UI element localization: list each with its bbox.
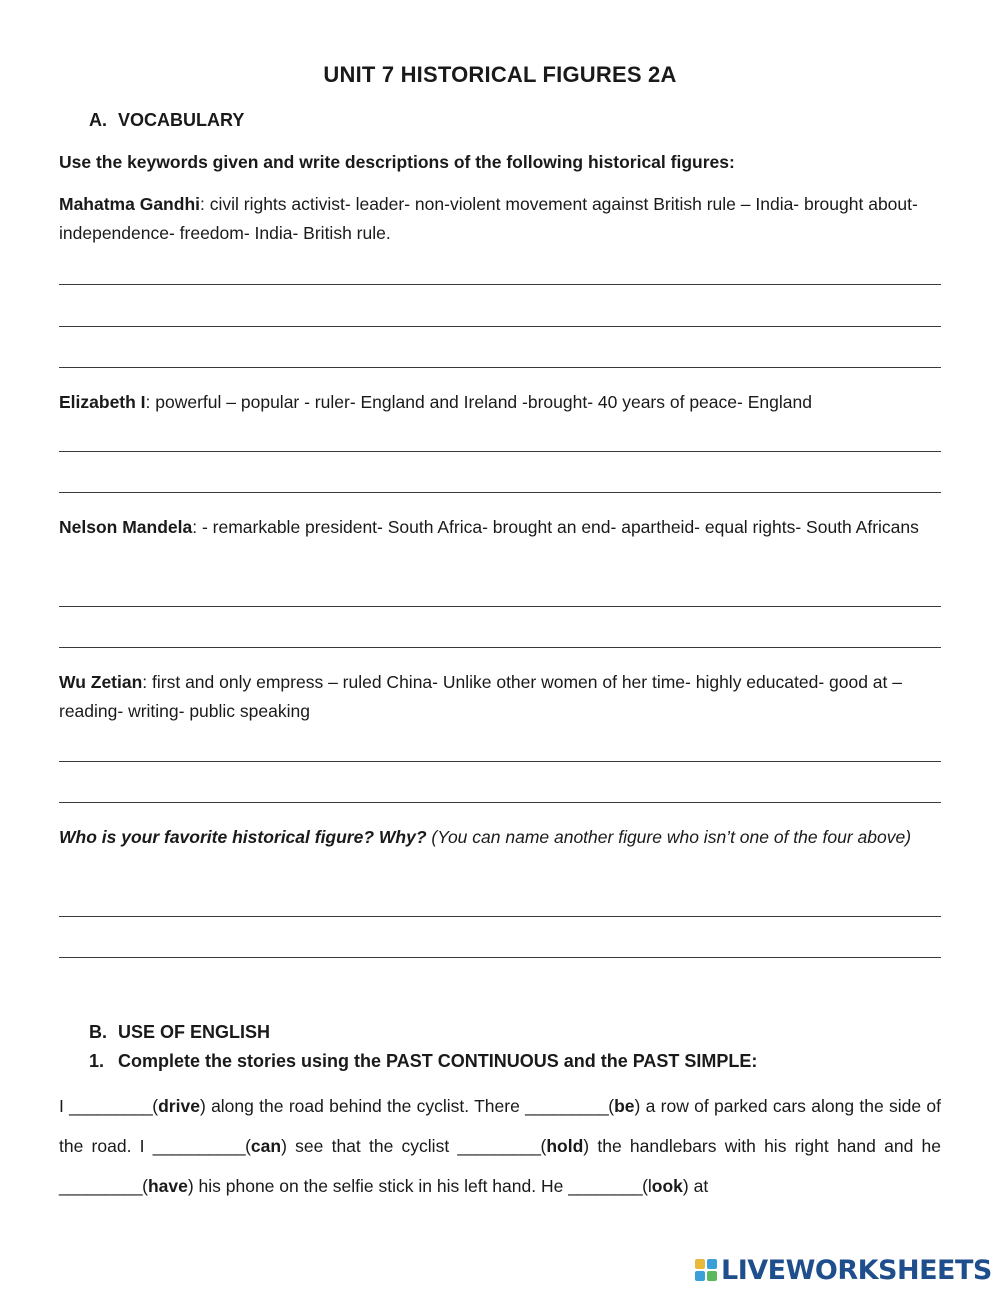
story-text: ) the handlebars with his right hand and he [583,1136,941,1156]
answer-line[interactable] [59,284,941,285]
answer-line[interactable] [59,761,941,762]
fill-in-blank[interactable]: ________ [568,1176,643,1196]
answer-line[interactable] [59,957,941,958]
story-text: (l [642,1176,652,1196]
section-b-label: USE OF ENGLISH [118,1022,271,1042]
story-text: ( [245,1136,251,1156]
story-text: I [59,1096,70,1116]
fill-in-blank[interactable]: _________ [59,1176,143,1196]
story-text: ( [540,1136,547,1156]
figure-mandela [59,513,944,542]
question-text: Who is your favorite historical figure? Why? [59,827,427,847]
story-text: ( [142,1176,148,1196]
story-text: ) at [682,1176,709,1196]
figure-name: Wu Zetian [59,672,143,692]
figure-name: Mahatma Gandhi [59,194,200,214]
fill-in-blank[interactable]: _________ [525,1096,609,1116]
answer-line[interactable] [59,606,941,607]
favorite-figure-question [59,823,944,852]
figure-wu-zetian [59,668,944,726]
logo-mark-icon [695,1259,717,1281]
verb-prompt: hold [546,1136,584,1156]
story-text: ( [608,1096,615,1116]
fill-in-blank[interactable]: __________ [152,1136,246,1156]
figure-elizabeth [59,388,944,417]
section-a-number: A. [89,110,107,130]
answer-line[interactable] [59,492,941,493]
answer-line[interactable] [59,326,941,327]
figure-gandhi [59,190,944,248]
figure-keywords: : powerful – popular - ruler- England and Ireland -brought- 40 years of peace- England [145,392,812,412]
story-text: ( [152,1096,159,1116]
story-text: ) see that the cyclist [281,1136,458,1156]
story-text: ) his phone on the selfie stick in his left hand. He [187,1176,569,1196]
liveworksheets-logo [695,1255,992,1285]
task-number: 1. [89,1051,105,1071]
figure-keywords: : - remarkable president- South Africa- brought an end- apartheid- equal rights- South Africans [192,517,919,537]
verb-prompt: ook [651,1176,683,1196]
task-label: Complete the stories using the PAST CONTINUOUS and the PAST SIMPLE: [118,1051,758,1071]
figure-keywords: : civil rights activist- leader- non-violent movement against British rule – India- brought about- independence- freedom- India- British rule. [59,194,918,243]
story-text: ) along the road behind the cyclist. There [199,1096,526,1116]
page-title: UNIT 7 HISTORICAL FIGURES 2A [323,62,677,87]
verb-prompt: can [250,1136,282,1156]
story-paragraph [59,1086,941,1206]
figure-keywords: : first and only empress – ruled China- Unlike other women of her time- highly educated- good at – reading- writing- public speaking [59,672,902,721]
task-1-instruction [89,1051,757,1072]
section-b-heading [89,1022,270,1043]
answer-line[interactable] [59,647,941,648]
section-a-label: VOCABULARY [118,110,245,130]
figure-name: Elizabeth I [59,392,146,412]
verb-prompt: have [147,1176,188,1196]
section-a-heading [89,110,244,131]
answer-line[interactable] [59,802,941,803]
figure-name: Nelson Mandela [59,517,193,537]
section-b-number: B. [89,1022,107,1042]
question-note: (You can name another figure who isn’t one of the four above) [426,827,912,847]
answer-line[interactable] [59,451,941,452]
verb-prompt: drive [158,1096,200,1116]
vocabulary-instruction: Use the keywords given and write descriptions of the following historical figures: [59,152,735,172]
verb-prompt: be [614,1096,635,1116]
fill-in-blank[interactable]: _________ [457,1136,541,1156]
answer-line[interactable] [59,916,941,917]
story-text: ) a row of parked cars along the side of the road. I [59,1096,941,1156]
logo-text: LIVEWORKSHEETS [721,1254,992,1286]
fill-in-blank[interactable]: _________ [69,1096,153,1116]
answer-line[interactable] [59,367,941,368]
